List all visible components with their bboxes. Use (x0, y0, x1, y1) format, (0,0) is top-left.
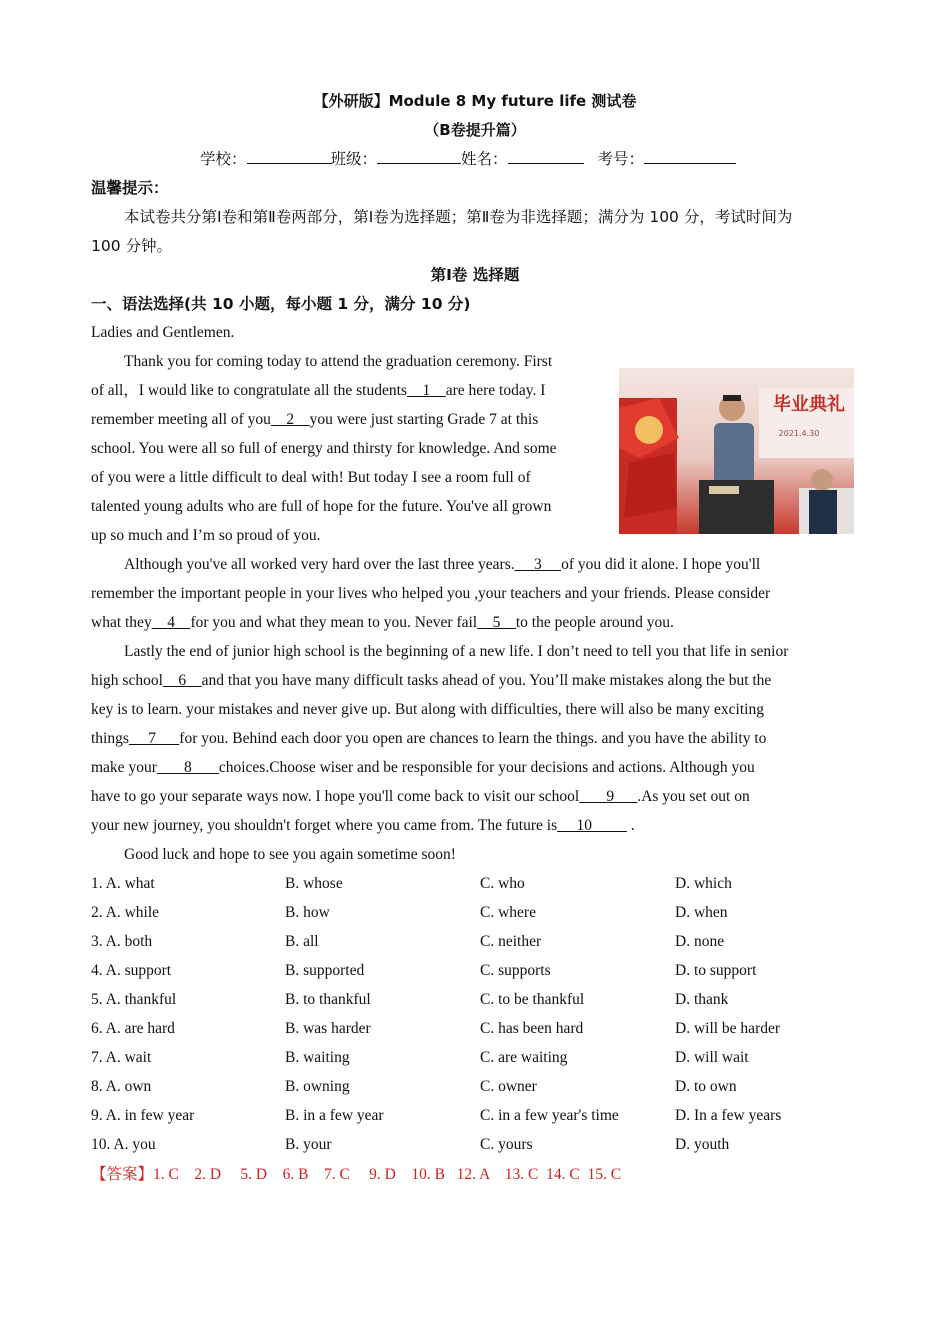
option-d[interactable]: D. when (675, 904, 728, 921)
option-a[interactable]: 5. A. thankful (91, 991, 177, 1008)
passage-line (91, 410, 538, 430)
banner-date: 2021.4.30 (778, 429, 820, 438)
blank-number: 4 (167, 614, 175, 631)
option-a[interactable]: 3. A. both (91, 933, 153, 950)
passage-text: are here today. I (445, 382, 546, 399)
option-b[interactable]: B. your (285, 1136, 332, 1153)
passage-line (91, 671, 771, 691)
blank-number: 8 (183, 759, 192, 776)
passage-closing: Good luck and hope to see you again sometime soon! (124, 846, 456, 863)
option-b[interactable]: B. supported (285, 962, 365, 979)
passage-line (91, 613, 674, 633)
option-b[interactable]: B. was harder (285, 1020, 371, 1037)
answer-line (91, 1164, 621, 1185)
option-c[interactable]: C. yours (480, 1136, 533, 1153)
option-a[interactable]: 10. A. you (91, 1136, 156, 1153)
passage-line (91, 816, 635, 836)
option-d[interactable]: D. thank (675, 991, 729, 1008)
option-d[interactable]: D. youth (675, 1136, 730, 1153)
notice-label: 温馨提示： (91, 179, 169, 197)
page-subtitle: （B卷提升篇） (424, 121, 526, 139)
option-b[interactable]: B. how (285, 904, 330, 921)
passage-line: Lastly the end of junior high school is the beginning of a new life. I don’t need to tell you that life in senior (124, 643, 789, 660)
option-b[interactable]: B. waiting (285, 1049, 350, 1066)
notice-line-2: 100 分钟。 (91, 237, 173, 255)
exam-number-label: 考号： (597, 150, 645, 168)
option-c[interactable]: C. where (480, 904, 536, 921)
option-a[interactable]: 9. A. in few year (91, 1107, 195, 1124)
passage-line (91, 729, 766, 749)
option-d[interactable]: D. to own (675, 1078, 737, 1095)
passage-text: of all，I would like to congratulate all the students (91, 382, 407, 399)
passage-line: remember the important people in your lives who helped you ,your teachers and your friends. Please consider (91, 585, 771, 602)
passage-text: for you. Behind each door you open are chances to learn the things. and you have the ability to (179, 730, 767, 747)
photo-illustration (619, 368, 854, 534)
exam-number-blank[interactable] (644, 149, 736, 164)
passage-text: to the people around you. (515, 614, 674, 631)
option-c[interactable]: C. has been hard (480, 1020, 584, 1037)
passage-line (91, 758, 755, 778)
blank-number: 7 (148, 730, 157, 747)
option-c[interactable]: C. to be thankful (480, 991, 585, 1008)
passage-line: talented young adults who are full of hope for the future. You've all grown (91, 498, 552, 515)
name-blank[interactable] (508, 149, 584, 164)
school-blank[interactable] (247, 149, 331, 164)
option-b[interactable]: B. to thankful (285, 991, 371, 1008)
passage-text: your new journey, you shouldn't forget where you came from. The future is (91, 817, 558, 834)
passage-line: Thank you for coming today to attend the graduation ceremony. First (124, 353, 553, 370)
blank-2[interactable] (271, 411, 310, 428)
blank-number: 2 (286, 411, 295, 428)
option-b[interactable]: B. all (285, 933, 319, 950)
passage-line: up so much and I’m so proud of you. (91, 527, 321, 544)
blank-7[interactable] (129, 730, 179, 747)
option-a[interactable]: 6. A. are hard (91, 1020, 175, 1037)
option-d[interactable]: D. will be harder (675, 1020, 781, 1037)
passage-text: .As you set out on (637, 788, 750, 805)
option-b[interactable]: B. owning (285, 1078, 350, 1095)
passage-text: you were just starting Grade 7 at this (309, 411, 539, 428)
blank-number: 5 (492, 614, 501, 631)
option-d[interactable]: D. none (675, 933, 725, 950)
blank-6[interactable] (163, 672, 202, 689)
blank-1[interactable] (407, 382, 446, 399)
passage-text: of you did it alone. I hope you'll (561, 556, 761, 573)
passage-line: key is to learn. your mistakes and never give up. But along with difficulties, there will also be many exciting (91, 701, 764, 718)
student-info-fields (200, 149, 736, 169)
blank-3[interactable] (515, 556, 562, 573)
class-label: 班级： (330, 150, 378, 168)
passage-text: make your (91, 759, 157, 776)
option-b[interactable]: B. in a few year (285, 1107, 384, 1124)
answer-text: 1. C 2. D 5. D 6. B 7. C 9. D 10. B 12. A 13. C 14. C 15. C (153, 1166, 622, 1183)
notice-line-1: 本试卷共分第Ⅰ卷和第Ⅱ卷两部分，第Ⅰ卷为选择题；第Ⅱ卷为非选择题；满分为 100 分，考试时间为 (124, 208, 793, 226)
option-a[interactable]: 4. A. support (91, 962, 172, 979)
page-title: 【外研版】Module 8 My future life 测试卷 (313, 92, 637, 110)
passage-text: for you and what they mean to you. Never fail (190, 614, 478, 631)
option-b[interactable]: B. whose (285, 875, 343, 892)
answer-label: 【答案】 (91, 1165, 154, 1183)
option-c[interactable]: C. neither (480, 933, 542, 950)
option-d[interactable]: D. which (675, 875, 732, 892)
passage-text: and that you have many difficult tasks ahead of you. You’ll make mistakes along the but the (201, 672, 772, 689)
passage-line (91, 787, 750, 807)
blank-number: 3 (533, 556, 542, 573)
option-a[interactable]: 7. A. wait (91, 1049, 152, 1066)
name-label: 姓名： (461, 150, 508, 168)
blank-number: 10 (576, 817, 592, 834)
blank-number: 9 (606, 788, 615, 805)
passage-line (124, 555, 760, 575)
school-label: 学校： (200, 150, 247, 168)
banner-text: 毕业典礼 (773, 394, 845, 415)
blank-4[interactable] (152, 614, 191, 631)
option-c[interactable]: C. are waiting (480, 1049, 568, 1066)
passage-line: of you were a little difficult to deal with! But today I see a room full of (91, 469, 531, 486)
graduation-ceremony-photo (619, 368, 854, 534)
passage-line: school. You were all so full of energy and thirsty for knowledge. And some (91, 440, 557, 457)
blank-5[interactable] (477, 614, 516, 631)
option-d[interactable]: D. to support (675, 962, 757, 979)
option-a[interactable]: 2. A. while (91, 904, 160, 921)
option-c[interactable]: C. in a few year's time (480, 1107, 619, 1124)
passage-text: what they (91, 614, 152, 631)
passage-line (91, 381, 545, 401)
option-a[interactable]: 1. A. what (91, 875, 155, 892)
option-d[interactable]: D. will wait (675, 1049, 749, 1066)
option-a[interactable]: 8. A. own (91, 1078, 152, 1095)
option-d[interactable]: D. In a few years (675, 1107, 782, 1124)
passage-text: choices.Choose wiser and be responsible for your decisions and actions. Although you (218, 759, 755, 776)
blank-number: 6 (178, 672, 187, 689)
option-c[interactable]: C. owner (480, 1078, 537, 1095)
section-title: 第Ⅰ卷 选择题 (430, 266, 520, 284)
blank-8[interactable] (157, 759, 219, 776)
option-c[interactable]: C. supports (480, 962, 551, 979)
class-blank[interactable] (377, 149, 461, 164)
blank-10[interactable] (557, 817, 627, 834)
passage-text: . (626, 817, 635, 834)
passage-text: Although you've all worked very hard over the last three years. (124, 556, 515, 573)
blank-9[interactable] (579, 788, 637, 805)
passage-text: have to go your separate ways now. I hope you'll come back to visit our school (91, 788, 580, 805)
blank-number: 1 (422, 382, 431, 399)
passage-text: high school (91, 672, 163, 689)
part-title: 一、语法选择(共 10 小题，每小题 1 分，满分 10 分) (91, 295, 471, 313)
passage-greeting: Ladies and Gentlemen. (91, 324, 235, 341)
passage-text: remember meeting all of you (91, 411, 271, 428)
passage-text: things (91, 730, 129, 747)
option-c[interactable]: C. who (480, 875, 525, 892)
